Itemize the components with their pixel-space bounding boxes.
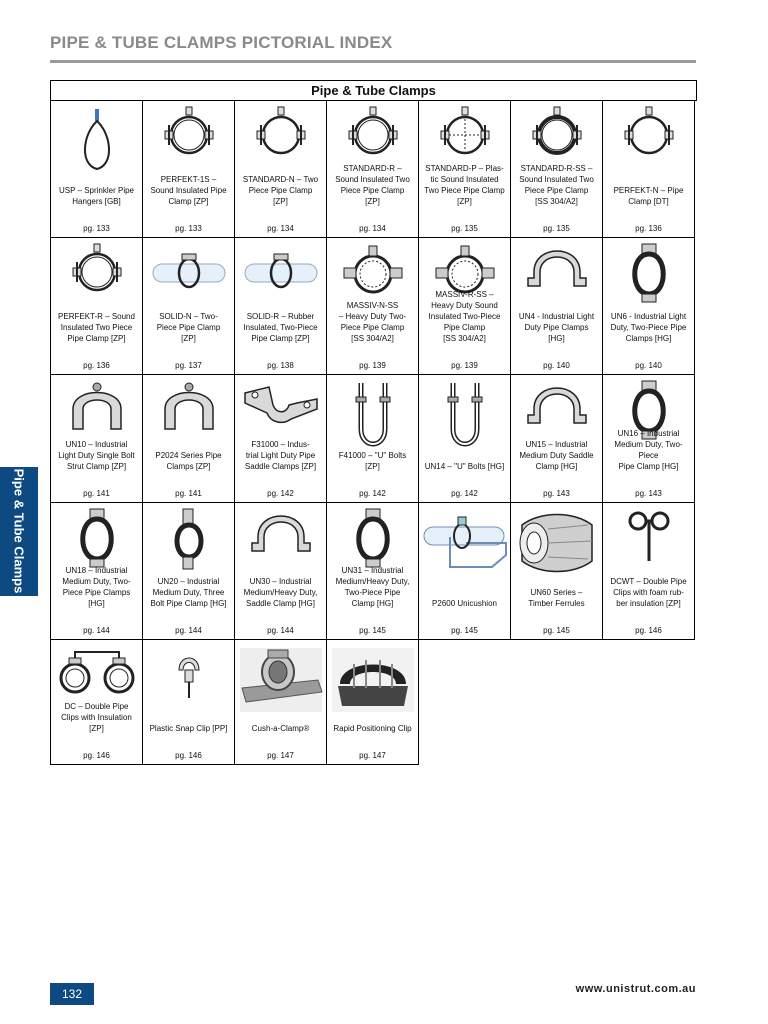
table-row bbox=[51, 640, 697, 765]
page-reference[interactable]: pg. 134 bbox=[359, 224, 386, 233]
product-name bbox=[53, 311, 140, 344]
saddle-clamp-icon bbox=[511, 379, 602, 439]
page-number: 132 bbox=[50, 983, 94, 1005]
product-name-line: Medium/Heavy Duty, bbox=[335, 577, 410, 586]
page-reference[interactable]: pg. 136 bbox=[83, 361, 110, 370]
product-name-line: Bolt Pipe Clamp [HG] bbox=[150, 599, 227, 608]
product-name-line: Cush-a-Clamp® bbox=[251, 724, 310, 733]
product-name-line: Rapid Positioning Clip bbox=[333, 724, 412, 733]
product-cell[interactable] bbox=[511, 375, 603, 503]
product-name bbox=[145, 174, 232, 207]
product-name-line: USP – Sprinkler Pipe bbox=[59, 186, 134, 195]
product-name-line: trial Light Duty Pipe bbox=[245, 451, 316, 460]
product-cell[interactable] bbox=[51, 640, 143, 765]
page-reference[interactable]: pg. 143 bbox=[543, 489, 570, 498]
product-name-line: Pipe Clamp bbox=[443, 323, 486, 332]
product-name-line: UN10 – Industrial bbox=[65, 440, 128, 449]
product-name-line: UN30 – Industrial bbox=[249, 577, 312, 586]
product-name bbox=[513, 439, 600, 472]
double-clip-insulated-icon bbox=[51, 644, 142, 708]
product-cell[interactable] bbox=[143, 640, 235, 765]
product-name-line: Pipe Clamp [HG] bbox=[618, 462, 679, 471]
product-cell[interactable] bbox=[143, 101, 235, 238]
title-rule bbox=[50, 60, 696, 63]
ring-clamp-heavy-icon bbox=[511, 105, 602, 165]
heavy-clamp-icon bbox=[327, 242, 418, 302]
product-name-line: Medium/Heavy Duty, bbox=[243, 588, 318, 597]
product-name-line: [ZP] bbox=[457, 197, 472, 206]
table-row bbox=[51, 503, 697, 640]
product-name bbox=[53, 439, 140, 472]
page-reference[interactable]: pg. 142 bbox=[359, 489, 386, 498]
product-name-line: Medium Duty, Two- bbox=[614, 440, 683, 449]
product-name bbox=[513, 163, 600, 207]
product-name-line: UN16 – Industrial bbox=[617, 429, 680, 438]
product-name-line: Piece Pipe Clamp bbox=[248, 186, 313, 195]
product-cell[interactable] bbox=[603, 101, 695, 238]
product-name-line: PERFEKT-R – Sound bbox=[58, 312, 135, 321]
page-reference[interactable]: pg. 145 bbox=[543, 626, 570, 635]
product-name bbox=[329, 450, 416, 472]
product-name-line: Duty, Two-Piece Pipe bbox=[610, 323, 687, 332]
product-name-line: [SS 304/A2] bbox=[535, 197, 578, 206]
product-cell[interactable] bbox=[143, 238, 235, 375]
product-name bbox=[605, 428, 692, 472]
empty-cell bbox=[419, 640, 510, 764]
product-name-line: Sound Insulated Pipe bbox=[150, 186, 227, 195]
page-reference[interactable]: pg. 135 bbox=[543, 224, 570, 233]
table-row bbox=[51, 101, 697, 238]
page-reference[interactable]: pg. 140 bbox=[635, 361, 662, 370]
u-bolt-icon bbox=[419, 379, 510, 453]
product-name-line: [ZP] bbox=[365, 197, 380, 206]
product-name-line: Clamp [ZP] bbox=[168, 197, 209, 206]
page-reference[interactable]: pg. 140 bbox=[543, 361, 570, 370]
pipe-clamp-icon bbox=[143, 242, 234, 302]
product-name-line: Medium Duty Saddle bbox=[519, 451, 594, 460]
page-reference[interactable]: pg. 142 bbox=[451, 489, 478, 498]
product-name-line: Duty Pipe Clamps bbox=[524, 323, 589, 332]
product-name-line: Hangers [GB] bbox=[72, 197, 121, 206]
product-cell[interactable] bbox=[51, 503, 143, 640]
product-cell[interactable] bbox=[511, 503, 603, 640]
website-url[interactable]: www.unistrut.com.au bbox=[575, 983, 696, 995]
pipe-clamp-icon bbox=[235, 242, 326, 302]
page-reference[interactable]: pg. 139 bbox=[359, 361, 386, 370]
product-name-line: F31000 – Indus- bbox=[251, 440, 310, 449]
product-name bbox=[237, 576, 324, 609]
product-cell[interactable] bbox=[511, 238, 603, 375]
product-name-line: Sound Insulated Two bbox=[335, 175, 410, 184]
product-name-line: Piece Pipe Clamp bbox=[524, 186, 589, 195]
hanger-icon bbox=[51, 105, 142, 175]
product-name-line: SOLID-N – Two- bbox=[159, 312, 218, 321]
product-cell[interactable] bbox=[603, 375, 695, 503]
positioning-clip-icon bbox=[327, 644, 418, 716]
product-name-line: [ZP] bbox=[89, 724, 104, 733]
product-name-line: UN20 – Industrial bbox=[157, 577, 220, 586]
page-reference[interactable]: pg. 142 bbox=[267, 489, 294, 498]
product-cell[interactable] bbox=[235, 503, 327, 640]
product-name bbox=[53, 565, 140, 609]
table-header: Pipe & Tube Clamps bbox=[51, 81, 697, 101]
page-reference[interactable]: pg. 137 bbox=[175, 361, 202, 370]
product-name bbox=[237, 439, 324, 472]
page-reference[interactable]: pg. 145 bbox=[451, 626, 478, 635]
product-cell[interactable] bbox=[143, 503, 235, 640]
product-name-line: UN31 – Industrial bbox=[341, 566, 404, 575]
page-reference[interactable]: pg. 147 bbox=[359, 751, 386, 760]
empty-cell bbox=[510, 640, 601, 764]
page-reference[interactable]: pg. 144 bbox=[267, 626, 294, 635]
product-name-line: SOLID-R – Rubber bbox=[246, 312, 315, 321]
side-tab-label: Pipe & Tube Clamps bbox=[11, 468, 27, 594]
product-name bbox=[421, 461, 508, 472]
two-piece-clamp-icon bbox=[327, 507, 418, 571]
product-name-line: PERFEKT-1S – bbox=[160, 175, 217, 184]
product-name-line: Clamps [ZP] bbox=[166, 462, 211, 471]
product-name-line: [ZP] bbox=[181, 334, 196, 343]
ring-clamp-icon bbox=[603, 105, 694, 165]
product-cell[interactable] bbox=[419, 101, 511, 238]
double-clip-icon bbox=[603, 507, 694, 565]
product-name bbox=[605, 185, 692, 207]
saddle-clamp-icon bbox=[235, 507, 326, 567]
product-name bbox=[237, 174, 324, 207]
product-name-line: STANDARD-N – Two bbox=[242, 175, 319, 184]
product-cell[interactable] bbox=[511, 101, 603, 238]
product-name bbox=[145, 576, 232, 609]
product-name-line: – Heavy Duty Two- bbox=[338, 312, 407, 321]
product-name-line: Heavy Duty Sound bbox=[431, 301, 498, 310]
page-reference[interactable]: pg. 141 bbox=[83, 489, 110, 498]
two-piece-clamp-icon bbox=[51, 507, 142, 571]
product-name bbox=[145, 311, 232, 344]
product-name-line: Strut Clamp [ZP] bbox=[66, 462, 127, 471]
product-name-line: MASSIV-R-SS – bbox=[435, 290, 494, 299]
product-name-line: Medium Duty, Two- bbox=[62, 577, 131, 586]
ferrule-icon bbox=[511, 507, 602, 577]
product-name-line: P2024 Series Pipe bbox=[155, 451, 222, 460]
ring-clamp-insulated-icon bbox=[143, 105, 234, 165]
product-name-line: Piece Pipe Clamp bbox=[340, 186, 405, 195]
product-name-line: [HG] bbox=[548, 334, 565, 343]
product-name-line: F41000 – "U" Bolts bbox=[338, 451, 407, 460]
product-name-line: Clips with Insulation bbox=[61, 713, 132, 722]
product-name-line: Saddle Clamp [HG] bbox=[246, 599, 315, 608]
product-name-line: tic Sound Insulated bbox=[430, 175, 499, 184]
product-name bbox=[145, 723, 232, 734]
product-name-line: Timber Ferrules bbox=[528, 599, 585, 608]
page-reference[interactable]: pg. 138 bbox=[267, 361, 294, 370]
product-name-line: Piece Pipe Clamp bbox=[156, 323, 221, 332]
product-name bbox=[53, 185, 140, 207]
unicushion-icon bbox=[419, 507, 510, 577]
product-cell[interactable] bbox=[327, 238, 419, 375]
ring-clamp-insulated-icon bbox=[51, 242, 142, 302]
product-name-line: PERFEKT-N – Pipe bbox=[613, 186, 684, 195]
product-name-line: Clamp [HG] bbox=[351, 599, 394, 608]
strut-clamp-icon bbox=[143, 379, 234, 443]
pictorial-index-table bbox=[50, 80, 697, 765]
product-name-line: Piece Pipe Clamps bbox=[62, 588, 131, 597]
product-name bbox=[237, 311, 324, 344]
product-name bbox=[421, 598, 508, 609]
product-cell[interactable] bbox=[235, 375, 327, 503]
product-name bbox=[329, 565, 416, 609]
three-bolt-clamp-icon bbox=[143, 507, 234, 573]
page-reference[interactable]: pg. 133 bbox=[83, 224, 110, 233]
empty-cell bbox=[601, 640, 692, 764]
ring-clamp-dashed-icon bbox=[419, 105, 510, 165]
product-cell[interactable] bbox=[603, 503, 695, 640]
snap-clip-icon bbox=[143, 644, 234, 704]
product-name-line: [HG] bbox=[88, 599, 105, 608]
side-tab[interactable] bbox=[0, 467, 38, 596]
product-name bbox=[329, 723, 416, 734]
product-cell[interactable] bbox=[235, 101, 327, 238]
page-reference[interactable]: pg. 146 bbox=[635, 626, 662, 635]
product-cell[interactable] bbox=[419, 503, 511, 640]
page-reference[interactable]: pg. 144 bbox=[83, 626, 110, 635]
ring-clamp-insulated-icon bbox=[327, 105, 418, 165]
product-name-line: Clips with foam rub- bbox=[613, 588, 684, 597]
product-cell[interactable] bbox=[419, 238, 511, 375]
product-name-line: [ZP] bbox=[365, 462, 380, 471]
product-name bbox=[329, 300, 416, 344]
table-row bbox=[51, 375, 697, 503]
product-name-line: Two Piece Pipe Clamp bbox=[424, 186, 505, 195]
product-name-line: P2600 Unicushion bbox=[432, 599, 497, 608]
product-name-line: ber insulation [ZP] bbox=[616, 599, 681, 608]
page-reference[interactable]: pg. 133 bbox=[175, 224, 202, 233]
product-cell[interactable] bbox=[51, 238, 143, 375]
page-reference[interactable]: pg. 147 bbox=[267, 751, 294, 760]
two-piece-clamp-icon bbox=[603, 242, 694, 306]
product-name-line: [SS 304/A2] bbox=[351, 334, 394, 343]
product-name-line: Pipe Clamp [ZP] bbox=[251, 334, 310, 343]
product-name-line: UN15 – Industrial bbox=[525, 440, 588, 449]
product-name-line: Piece bbox=[638, 451, 659, 460]
product-name bbox=[145, 450, 232, 472]
product-name-line: MASSIV-N-SS bbox=[346, 301, 399, 310]
product-name-line: UN60 Series – bbox=[530, 588, 583, 597]
product-name-line: UN14 – "U" Bolts [HG] bbox=[424, 462, 505, 471]
product-cell[interactable] bbox=[143, 375, 235, 503]
product-name bbox=[513, 587, 600, 609]
product-name-line: UN18 – Industrial bbox=[65, 566, 128, 575]
product-name-line: Insulated Two-Piece bbox=[428, 312, 501, 321]
product-name-line: Two-Piece Pipe bbox=[344, 588, 401, 597]
product-cell[interactable] bbox=[235, 640, 327, 765]
product-name-line: Light Duty Single Bolt bbox=[58, 451, 135, 460]
page-reference[interactable]: pg. 135 bbox=[451, 224, 478, 233]
page-reference[interactable]: pg. 146 bbox=[83, 751, 110, 760]
page-reference[interactable]: pg. 136 bbox=[635, 224, 662, 233]
product-name-line: Clamp [DT] bbox=[628, 197, 669, 206]
saddle-plate-icon bbox=[235, 379, 326, 429]
product-cell[interactable] bbox=[327, 101, 419, 238]
product-cell[interactable] bbox=[327, 375, 419, 503]
product-cell[interactable] bbox=[51, 375, 143, 503]
product-name-line: [ZP] bbox=[273, 197, 288, 206]
u-bolt-icon bbox=[327, 379, 418, 453]
product-name-line: Medium Duty, Three bbox=[152, 588, 225, 597]
page-reference[interactable]: pg. 144 bbox=[175, 626, 202, 635]
product-cell[interactable] bbox=[327, 503, 419, 640]
product-name-line: Sound Insulated Two bbox=[519, 175, 594, 184]
product-name-line: Pipe Clamp [ZP] bbox=[67, 334, 126, 343]
page-reference[interactable]: pg. 141 bbox=[175, 489, 202, 498]
page-reference[interactable]: pg. 139 bbox=[451, 361, 478, 370]
product-cell[interactable] bbox=[419, 375, 511, 503]
product-name-line: STANDARD-R – bbox=[343, 164, 402, 173]
product-name-line: STANDARD-R-SS – bbox=[520, 164, 593, 173]
product-cell[interactable] bbox=[603, 238, 695, 375]
product-name-line: Clamps [HG] bbox=[625, 334, 672, 343]
product-name bbox=[329, 163, 416, 207]
product-name-line: Insulated Two Piece bbox=[60, 323, 133, 332]
product-name bbox=[237, 723, 324, 734]
product-name-line: Piece Pipe Clamp bbox=[340, 323, 405, 332]
product-name-line: Plastic Snap Clip [PP] bbox=[149, 724, 228, 733]
product-name-line: STANDARD-P – Plas- bbox=[425, 164, 504, 173]
product-name-line: Saddle Clamps [ZP] bbox=[244, 462, 317, 471]
saddle-clamp-icon bbox=[511, 242, 602, 302]
product-name bbox=[53, 701, 140, 734]
product-name bbox=[513, 311, 600, 344]
product-cell[interactable] bbox=[327, 640, 419, 765]
product-name-line: DC – Double Pipe bbox=[64, 702, 129, 711]
product-name-line: UN6 - Industrial Light bbox=[610, 312, 687, 321]
product-name bbox=[605, 576, 692, 609]
product-name-line: [SS 304/A2] bbox=[443, 334, 486, 343]
product-name bbox=[421, 289, 508, 344]
product-cell[interactable] bbox=[235, 238, 327, 375]
page-reference[interactable]: pg. 145 bbox=[359, 626, 386, 635]
ring-clamp-icon bbox=[235, 105, 326, 165]
product-name-line: Clamp [HG] bbox=[535, 462, 578, 471]
cush-clamp-icon bbox=[235, 644, 326, 716]
page-reference[interactable]: pg. 143 bbox=[635, 489, 662, 498]
strut-clamp-icon bbox=[51, 379, 142, 443]
page-reference[interactable]: pg. 146 bbox=[175, 751, 202, 760]
product-name-line: DCWT – Double Pipe bbox=[610, 577, 687, 586]
product-name-line: Insulated, Two-Piece bbox=[243, 323, 318, 332]
product-name bbox=[421, 163, 508, 207]
page-reference[interactable]: pg. 134 bbox=[267, 224, 294, 233]
page-title: PIPE & TUBE CLAMPS PICTORIAL INDEX bbox=[50, 33, 393, 52]
product-name bbox=[605, 311, 692, 344]
product-cell[interactable] bbox=[51, 101, 143, 238]
product-name-line: UN4 - Industrial Light bbox=[518, 312, 595, 321]
table-row bbox=[51, 238, 697, 375]
